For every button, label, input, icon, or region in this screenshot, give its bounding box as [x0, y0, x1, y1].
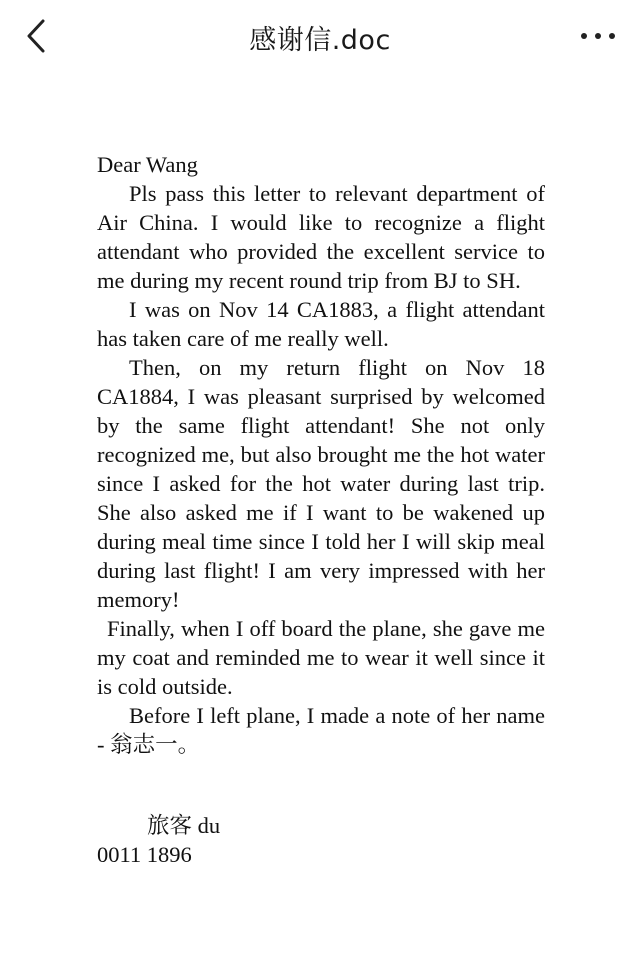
letter-signature: [97, 811, 220, 869]
signature-name: 旅客 du: [147, 813, 221, 838]
signature-number: 0011 1896: [97, 842, 192, 867]
back-button[interactable]: [18, 16, 58, 56]
chevron-left-icon: [18, 16, 58, 56]
more-horizontal-icon: [578, 20, 618, 52]
more-options-button[interactable]: [578, 20, 618, 52]
letter-paragraph-4: Finally, when I off board the plane, she gave me my coat and reminded me to wear it well since it is cold outside.: [97, 616, 545, 699]
letter-paragraph-2: I was on Nov 14 CA1883, a flight attendant has taken care of me really well.: [97, 297, 545, 351]
letter-paragraph-1: Pls pass this letter to relevant department of Air China. I would like to recognize a flight attendant who provided the excellent service to me during my recent round trip from BJ to SH.: [97, 181, 545, 293]
document-title: 感谢信.doc: [249, 25, 391, 56]
letter-body: [97, 150, 545, 759]
letter-paragraph-3: Then, on my return flight on Nov 18 CA1884, I was pleasant surprised by welcomed by the same flight attendant! She not only recognized me, but also brought me the hot water since I asked for the hot water during last trip. She also asked me if I want to be wakened up during meal time since I told her I will skip meal during last flight! I am very impressed with her memory!: [97, 355, 545, 612]
letter-salutation: Dear Wang: [97, 152, 198, 177]
top-navigation-bar: [0, 0, 640, 72]
letter-paragraph-5: Before I left plane, I made a note of her name - 翁志一。: [97, 703, 545, 757]
